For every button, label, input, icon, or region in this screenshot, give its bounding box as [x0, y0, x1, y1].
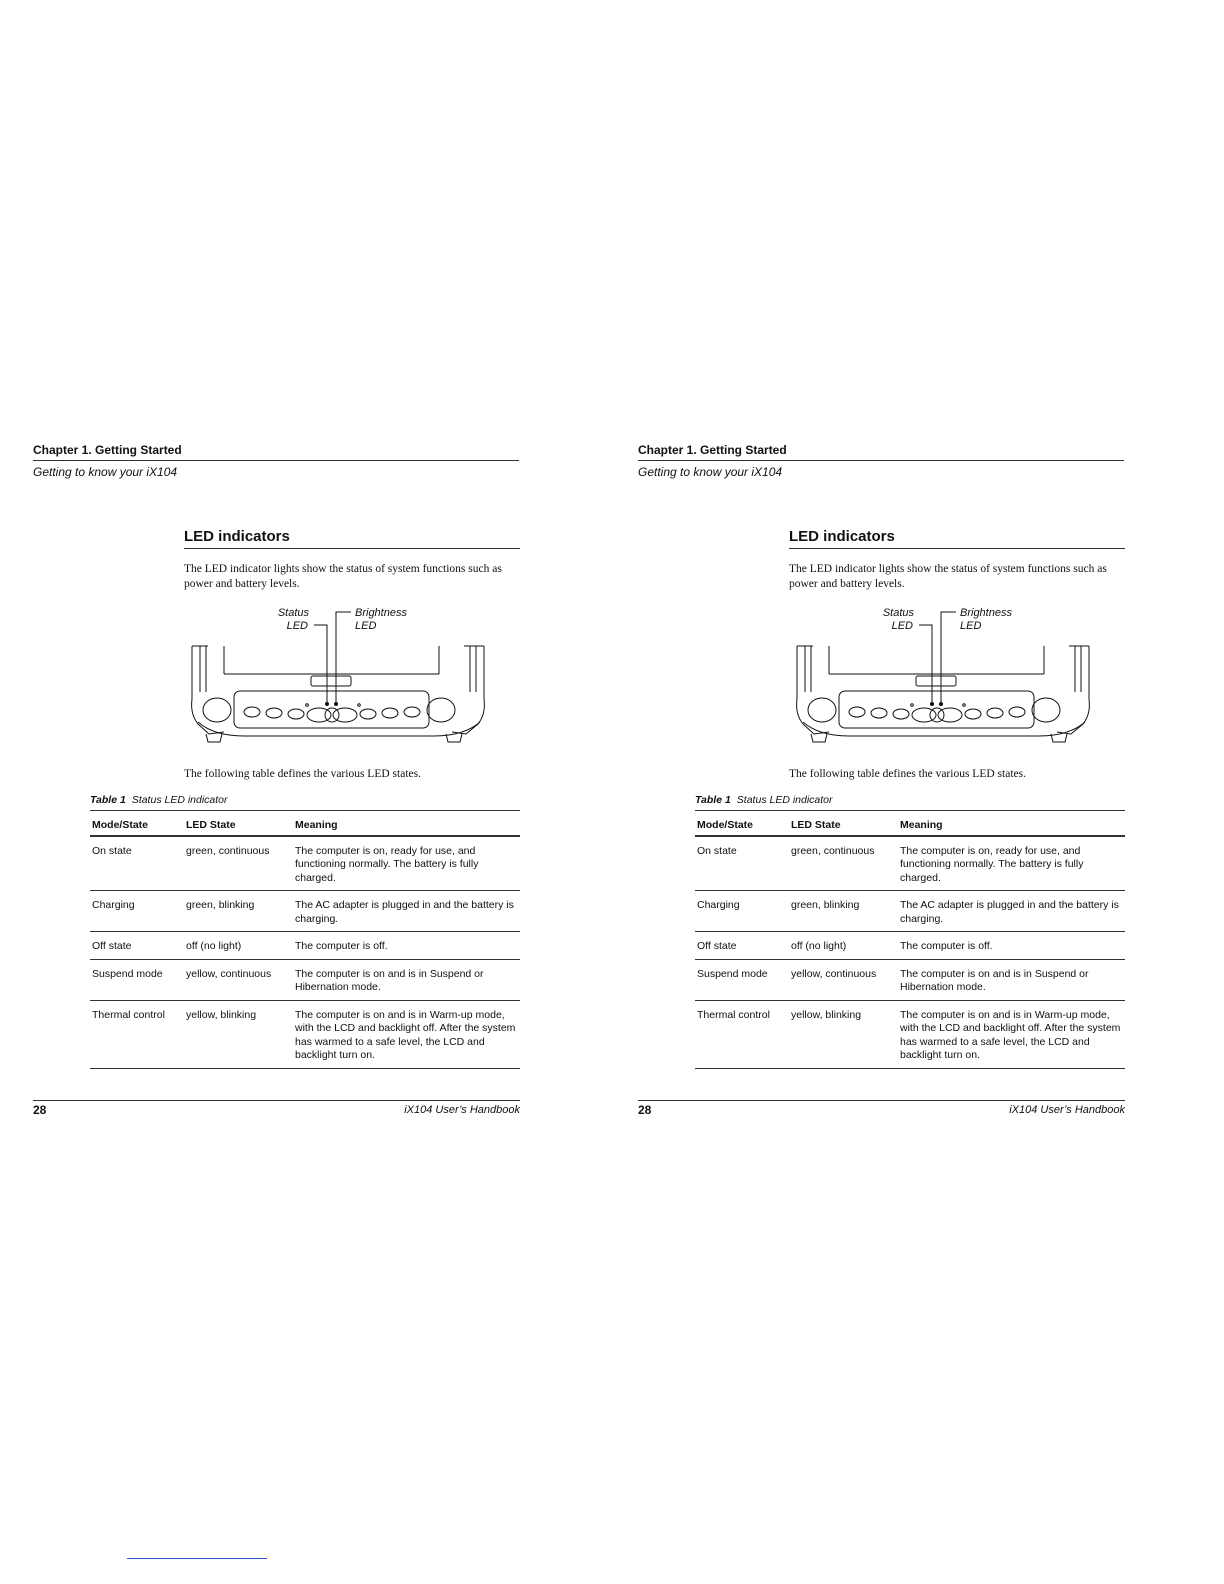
button-5	[382, 708, 398, 718]
cell-mode: Suspend mode	[90, 959, 184, 1000]
status-led	[325, 702, 329, 706]
header-led-state: LED State	[184, 814, 293, 836]
cell-led-state: yellow, continuous	[789, 959, 898, 1000]
cell-mode: Charging	[90, 891, 184, 932]
right-speaker	[1032, 698, 1060, 722]
table-row	[90, 1000, 520, 1068]
cell-mode: Suspend mode	[695, 959, 789, 1000]
table-intro-paragraph: The following table defines the various LED states.	[789, 768, 1026, 780]
table-row	[695, 1000, 1125, 1068]
cell-meaning: The computer is off.	[898, 932, 1125, 960]
cell-meaning: The computer is on, ready for use, and functioning normally. The battery is fully charged.	[293, 836, 520, 891]
table-number: Table 1	[695, 794, 731, 806]
status-leader-line	[314, 625, 327, 704]
cell-led-state: green, blinking	[789, 891, 898, 932]
right-speaker	[427, 698, 455, 722]
brightness-leader-line	[336, 612, 351, 704]
button-6	[1009, 707, 1025, 717]
status-label-line1: Status	[277, 607, 309, 619]
cell-led-state: green, continuous	[184, 836, 293, 891]
header-rule	[638, 460, 1124, 461]
status-leader-line	[919, 625, 932, 704]
book-title: iX104 User’s Handbook	[404, 1104, 520, 1116]
cell-mode: Thermal control	[695, 1000, 789, 1068]
screen-frame	[224, 646, 439, 674]
cell-meaning: The computer is on and is in Suspend or Hibernation mode.	[293, 959, 520, 1000]
bottom-edge	[803, 722, 1085, 736]
bottom-edge	[198, 722, 480, 736]
right-housing	[1057, 646, 1089, 734]
left-speaker	[203, 698, 231, 722]
brightness-label-line1: Brightness	[960, 607, 1012, 619]
table-row	[695, 959, 1125, 1000]
status-label-line2: LED	[891, 620, 913, 632]
cell-meaning: The computer is on and is in Warm-up mode, with the LCD and backlight off. After the system has warmed to a safe level, the LCD and backlight turn on.	[293, 1000, 520, 1068]
cell-led-state: yellow, continuous	[184, 959, 293, 1000]
device-led-figure	[184, 604, 494, 754]
book-title: iX104 User’s Handbook	[1009, 1104, 1125, 1116]
indicator-dot-right	[358, 704, 361, 707]
heading-rule	[184, 548, 520, 549]
table-caption-text: Status LED indicator	[131, 794, 228, 806]
brightness-label-line1: Brightness	[355, 607, 407, 619]
status-label-line1: Status	[882, 607, 914, 619]
table-intro-paragraph: The following table defines the various LED states.	[184, 768, 421, 780]
heading-rule	[789, 548, 1125, 549]
button-6	[404, 707, 420, 717]
button-2	[266, 708, 282, 718]
table-row	[695, 891, 1125, 932]
header-meaning: Meaning	[293, 814, 520, 836]
section-title: Getting to know your iX104	[638, 465, 783, 479]
header-mode-state: Mode/State	[695, 814, 789, 836]
cell-mode: Off state	[695, 932, 789, 960]
right-housing	[452, 646, 484, 734]
button-2	[871, 708, 887, 718]
table-row	[90, 959, 520, 1000]
logo-plate	[311, 676, 351, 686]
nav-dial-right	[938, 708, 962, 722]
cell-mode: On state	[90, 836, 184, 891]
cell-led-state: off (no light)	[184, 932, 293, 960]
cell-meaning: The computer is on and is in Warm-up mode, with the LCD and backlight off. After the system has warmed to a safe level, the LCD and backlight turn on.	[898, 1000, 1125, 1068]
status-label-line2: LED	[286, 620, 308, 632]
brightness-label-line2: LED	[355, 620, 377, 632]
led-status-table	[90, 814, 520, 1069]
cell-led-state: off (no light)	[789, 932, 898, 960]
caption-rule	[90, 810, 520, 811]
indicator-dot-right	[963, 704, 966, 707]
footer-rule	[33, 1100, 520, 1101]
cell-mode: Thermal control	[90, 1000, 184, 1068]
intro-paragraph: The LED indicator lights show the status of system functions such as power and battery levels.	[184, 563, 502, 590]
table-row	[695, 932, 1125, 960]
cell-mode: Charging	[695, 891, 789, 932]
left-foot	[811, 734, 827, 742]
page-number: 28	[33, 1103, 47, 1117]
footnote-link-line	[127, 1558, 267, 1559]
button-1	[849, 707, 865, 717]
table-caption	[90, 794, 228, 806]
table-header-row	[90, 814, 520, 836]
left-foot	[206, 734, 222, 742]
cell-meaning: The computer is on and is in Suspend or Hibernation mode.	[898, 959, 1125, 1000]
table-number: Table 1	[90, 794, 126, 806]
cell-led-state: green, continuous	[789, 836, 898, 891]
table-row	[695, 836, 1125, 891]
brightness-led	[939, 702, 943, 706]
left-housing	[797, 646, 829, 734]
table-caption	[695, 794, 833, 806]
cell-mode: On state	[695, 836, 789, 891]
device-led-figure	[789, 604, 1099, 754]
header-led-state: LED State	[789, 814, 898, 836]
button-4	[360, 709, 376, 719]
table-row	[90, 836, 520, 891]
table-row	[90, 891, 520, 932]
table-header-row	[695, 814, 1125, 836]
cell-meaning: The computer is off.	[293, 932, 520, 960]
cell-led-state: yellow, blinking	[789, 1000, 898, 1068]
intro-paragraph: The LED indicator lights show the status of system functions such as power and battery levels.	[789, 563, 1107, 590]
button-5	[987, 708, 1003, 718]
header-rule	[33, 460, 519, 461]
nav-dial-right	[333, 708, 357, 722]
chapter-title: Chapter 1. Getting Started	[638, 443, 787, 457]
screen-frame	[829, 646, 1044, 674]
cell-led-state: green, blinking	[184, 891, 293, 932]
button-3	[288, 709, 304, 719]
button-3	[893, 709, 909, 719]
status-led	[930, 702, 934, 706]
led-heading: LED indicators	[789, 528, 895, 545]
caption-rule	[695, 810, 1125, 811]
indicator-dot-left	[911, 704, 914, 707]
chapter-title: Chapter 1. Getting Started	[33, 443, 182, 457]
header-mode-state: Mode/State	[90, 814, 184, 836]
table-caption-text: Status LED indicator	[736, 794, 833, 806]
cell-meaning: The computer is on, ready for use, and functioning normally. The battery is fully charged.	[898, 836, 1125, 891]
cell-meaning: The AC adapter is plugged in and the battery is charging.	[898, 891, 1125, 932]
logo-plate	[916, 676, 956, 686]
indicator-dot-left	[306, 704, 309, 707]
brightness-label-line2: LED	[960, 620, 982, 632]
cell-led-state: yellow, blinking	[184, 1000, 293, 1068]
page-number: 28	[638, 1103, 652, 1117]
footer-rule	[638, 1100, 1125, 1101]
brightness-leader-line	[941, 612, 956, 704]
header-meaning: Meaning	[898, 814, 1125, 836]
led-heading: LED indicators	[184, 528, 290, 545]
brightness-led	[334, 702, 338, 706]
led-status-table	[695, 814, 1125, 1069]
page-right	[605, 0, 1217, 1584]
cell-meaning: The AC adapter is plugged in and the battery is charging.	[293, 891, 520, 932]
button-1	[244, 707, 260, 717]
section-title: Getting to know your iX104	[33, 465, 178, 479]
table-row	[90, 932, 520, 960]
left-speaker	[808, 698, 836, 722]
button-4	[965, 709, 981, 719]
cell-mode: Off state	[90, 932, 184, 960]
left-housing	[192, 646, 224, 734]
